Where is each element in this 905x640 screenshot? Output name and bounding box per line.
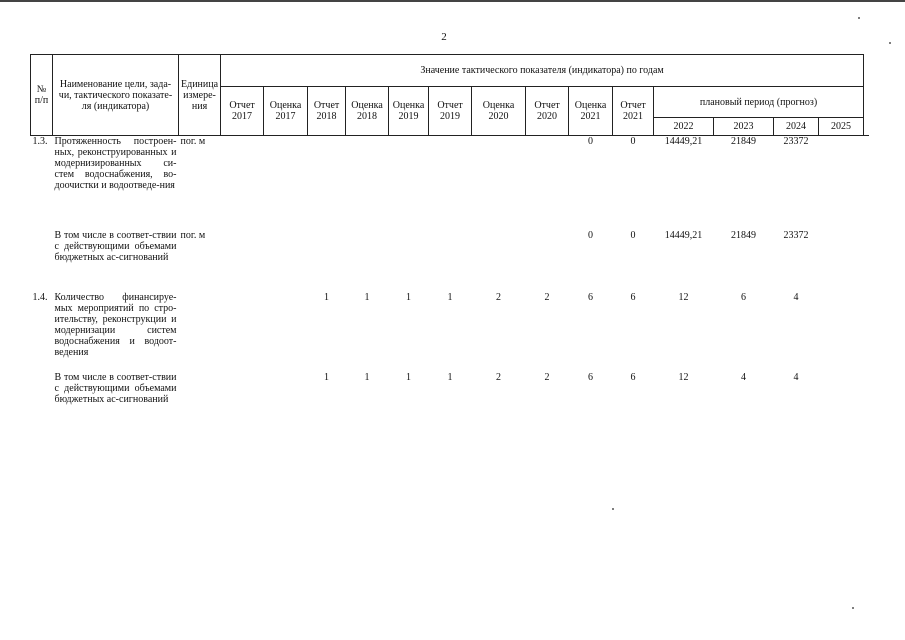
value-cell bbox=[221, 292, 264, 372]
value-cell: 14449,21 bbox=[664, 136, 703, 147]
row-number: 1.4. bbox=[32, 291, 48, 303]
header-year-col: Оценка 2019 bbox=[389, 87, 429, 136]
value-cell: 21849 bbox=[731, 229, 757, 241]
page-number: 2 bbox=[441, 31, 447, 43]
value-cell bbox=[264, 292, 308, 372]
value-cell: 6 bbox=[588, 291, 594, 303]
value-cell bbox=[264, 136, 308, 230]
value-cell: 12 bbox=[678, 291, 689, 303]
value-cell bbox=[389, 136, 429, 230]
row-number bbox=[31, 372, 53, 432]
table-row bbox=[31, 372, 864, 432]
header-name: Наименование цели, зада-чи, тактического показате-ля (индикатора) bbox=[53, 55, 179, 136]
value-cell: 1 bbox=[364, 371, 370, 383]
row-number bbox=[31, 230, 53, 292]
value-cell: 23372 bbox=[783, 136, 809, 147]
header-unit: Единица измере-ния bbox=[179, 55, 221, 136]
header-year-col: Оценка 2021 bbox=[569, 87, 613, 136]
header-year-col: Отчет 2020 bbox=[526, 87, 569, 136]
table-row bbox=[31, 136, 864, 230]
header-year-col: Оценка 2017 bbox=[264, 87, 308, 136]
value-cell: 2 bbox=[544, 291, 550, 303]
value-cell bbox=[819, 230, 864, 292]
value-cell: 0 bbox=[630, 136, 636, 147]
row-unit bbox=[179, 292, 221, 372]
value-cell: 6 bbox=[741, 291, 747, 303]
header-plan-year: 2022 bbox=[654, 118, 714, 136]
scan-speck bbox=[889, 42, 891, 44]
row-number: 1.3. bbox=[32, 136, 48, 147]
row-name: Количество финансируе-мых мероприятий по стро-ительству, реконструкции и модернизации систем водоснабжения и водоот-ведения bbox=[54, 291, 177, 358]
value-cell bbox=[221, 230, 264, 292]
value-cell: 1 bbox=[406, 291, 412, 303]
value-cell bbox=[308, 230, 346, 292]
header-plan-year: 2023 bbox=[714, 118, 774, 136]
value-cell bbox=[221, 136, 264, 230]
value-cell: 2 bbox=[544, 371, 550, 383]
value-cell bbox=[429, 230, 472, 292]
value-cell: 4 bbox=[741, 371, 747, 383]
value-cell bbox=[264, 372, 308, 432]
value-cell bbox=[308, 136, 346, 230]
value-cell: 6 bbox=[588, 371, 594, 383]
row-name: Протяженность построен-ных, реконструированных и модернизированных си-стем водоснабжения, во-доочистки и водоотведе-ния bbox=[54, 136, 177, 191]
header-year-col: Отчет 2019 bbox=[429, 87, 472, 136]
value-cell: 1 bbox=[447, 291, 453, 303]
value-cell bbox=[472, 230, 526, 292]
value-cell: 14449,21 bbox=[664, 229, 703, 241]
value-cell: 1 bbox=[364, 291, 370, 303]
row-name: В том числе в соответ-ствии с действующими объемами бюджетных ас-сигнований bbox=[54, 229, 177, 263]
scan-speck bbox=[612, 508, 614, 510]
value-cell: 0 bbox=[588, 136, 594, 147]
value-cell bbox=[221, 372, 264, 432]
header-year-col: Оценка 2020 bbox=[472, 87, 526, 136]
value-cell: 6 bbox=[630, 371, 636, 383]
row-unit: пог. м bbox=[180, 136, 206, 147]
header-number: № п/п bbox=[31, 55, 53, 136]
value-cell bbox=[526, 136, 569, 230]
header-year-col: Отчет 2017 bbox=[221, 87, 264, 136]
table-row bbox=[31, 292, 864, 372]
value-cell: 1 bbox=[447, 371, 453, 383]
value-cell: 4 bbox=[793, 371, 799, 383]
value-cell: 6 bbox=[630, 291, 636, 303]
header-plan-period: плановый период (прогноз) bbox=[654, 87, 864, 118]
scan-speck bbox=[858, 17, 860, 19]
value-cell bbox=[819, 136, 864, 230]
indicator-table bbox=[30, 54, 864, 432]
table-bottom-rule bbox=[30, 135, 869, 136]
value-cell bbox=[819, 372, 864, 432]
value-cell: 0 bbox=[630, 229, 636, 241]
header-values: Значение тактического показателя (индикатора) по годам bbox=[221, 55, 864, 87]
row-name: В том числе в соответ-ствии с действующими объемами бюджетных ас-сигнований bbox=[54, 371, 177, 405]
value-cell: 12 bbox=[678, 371, 689, 383]
value-cell: 4 bbox=[793, 291, 799, 303]
value-cell: 1 bbox=[406, 371, 412, 383]
value-cell: 21849 bbox=[731, 136, 757, 147]
value-cell bbox=[819, 292, 864, 372]
header-year-col: Отчет 2018 bbox=[308, 87, 346, 136]
value-cell bbox=[346, 230, 389, 292]
row-unit: пог. м bbox=[180, 229, 206, 241]
table-row bbox=[31, 230, 864, 292]
value-cell bbox=[346, 136, 389, 230]
value-cell: 1 bbox=[324, 371, 330, 383]
scan-speck bbox=[852, 607, 854, 609]
value-cell bbox=[389, 230, 429, 292]
value-cell: 1 bbox=[324, 291, 330, 303]
row-unit bbox=[179, 372, 221, 432]
value-cell: 0 bbox=[588, 229, 594, 241]
header-year-col: Отчет 2021 bbox=[613, 87, 654, 136]
value-cell bbox=[472, 136, 526, 230]
value-cell: 2 bbox=[496, 291, 502, 303]
header-plan-year: 2024 bbox=[774, 118, 819, 136]
value-cell bbox=[429, 136, 472, 230]
header-year-col: Оценка 2018 bbox=[346, 87, 389, 136]
value-cell bbox=[264, 230, 308, 292]
value-cell: 23372 bbox=[783, 229, 809, 241]
value-cell bbox=[526, 230, 569, 292]
value-cell: 2 bbox=[496, 371, 502, 383]
page-top-border bbox=[0, 0, 905, 2]
header-plan-year: 2025 bbox=[819, 118, 864, 136]
